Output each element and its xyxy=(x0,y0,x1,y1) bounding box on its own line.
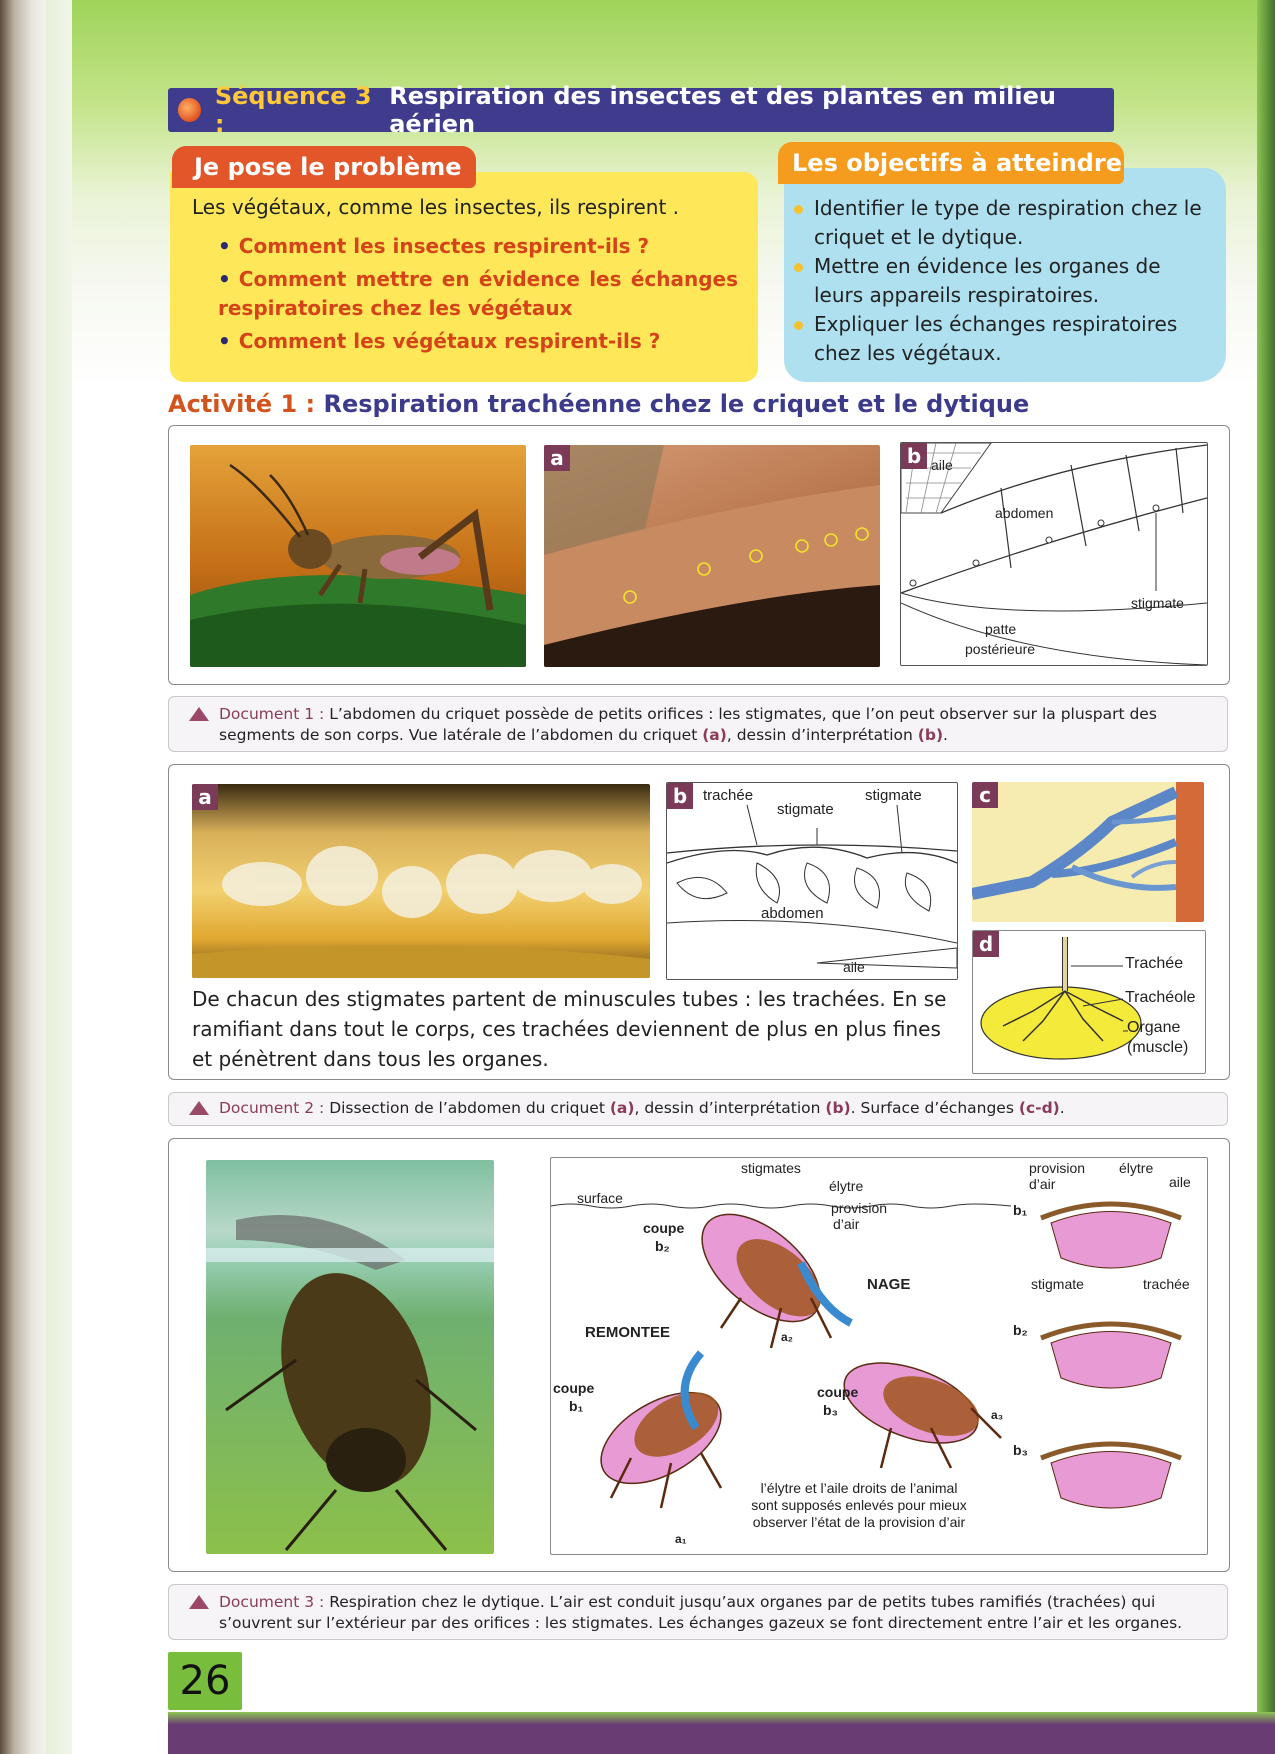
section-label-b1: b₁ xyxy=(1013,1202,1028,1218)
dissection-photo xyxy=(192,784,650,978)
drawing-label-posterieure: postérieure xyxy=(965,641,1036,657)
objective-item: Mettre en évidence les organes de leurs appareils respiratoires. xyxy=(794,252,1206,310)
diagram-label-coupe: coupe xyxy=(643,1220,685,1236)
right-page-edge xyxy=(1257,0,1275,1754)
warning-triangle-icon xyxy=(189,1595,209,1609)
footer-bar xyxy=(168,1712,1275,1754)
problem-lead: Les végétaux, comme les insectes, ils respirent . xyxy=(192,195,680,219)
caption-text: Dissection de l’abdomen du criquet xyxy=(329,1099,610,1117)
problem-questions xyxy=(218,232,738,356)
sequence-title: Respiration des insectes et des plantes en milieu aérien xyxy=(389,82,1056,138)
activity-title xyxy=(168,390,1029,418)
caption-ref: (b) xyxy=(825,1099,851,1117)
document-2-body-text: De chacun des stigmates partent de minuscules tubes : les trachées. En se ramifiant dans tout le corps, ces trachées deviennent de plus en plus fines et pénètrent dans tous les organes. xyxy=(192,987,947,1071)
problem-tab: Je pose le problème xyxy=(172,146,476,188)
caption-text: . xyxy=(1059,1099,1065,1117)
caption-ref: (b) xyxy=(917,726,944,744)
caption-text: . Surface d’échanges xyxy=(850,1099,1019,1117)
section-label-stigmate: stigmate xyxy=(1031,1276,1084,1292)
activity-keyword: Activité 1 : xyxy=(168,390,316,418)
diagram-label-stigmates: stigmates xyxy=(741,1160,801,1176)
drawing-label-patte: patte xyxy=(985,621,1017,637)
caption-text: . xyxy=(943,726,948,744)
label-b: b xyxy=(667,783,693,809)
dissection-drawing xyxy=(666,782,958,980)
drawing-label-stigmate: stigmate xyxy=(1131,595,1184,611)
caption-ref: (c-d) xyxy=(1018,1099,1060,1117)
drawing-label-trachee: Trachée xyxy=(1125,955,1184,972)
caption-text: Respiration chez le dytique. L’air est conduit jusqu’aux organes par de petits tubes ramifiés (trachées) qui s’ouvrent sur l’extérieur par des orifices : les stigmates. Les échanges gazeux se font directement entre l’air et les organes. xyxy=(219,1593,1183,1632)
caption-text: , dessin d’interprétation xyxy=(726,726,918,744)
caption-text: L’abdomen du criquet possède de petits orifices : les stigmates, que l’on peut observer sur la pluspart des segments de son corps. Vue latérale de l’abdomen du criquet xyxy=(219,705,1157,744)
book-spine-shadow xyxy=(0,0,46,1754)
drawing-label-tracheole: Trachéole xyxy=(1125,989,1196,1006)
label-c: c xyxy=(972,782,998,808)
label-a: a xyxy=(544,445,570,471)
trachea-organ-drawing xyxy=(972,930,1206,1074)
section-label-dair: d’air xyxy=(1029,1176,1056,1192)
drawing-label-abdomen: abdomen xyxy=(995,505,1054,521)
warning-triangle-icon xyxy=(189,707,209,721)
diagram-label-a2: a₂ xyxy=(781,1330,794,1344)
label-b: b xyxy=(901,443,927,469)
warning-triangle-icon xyxy=(189,1101,209,1115)
diagram-label-b3: b₃ xyxy=(823,1402,839,1418)
page-number: 26 xyxy=(168,1652,242,1710)
caption-doc-name: Document 2 : xyxy=(219,1099,325,1117)
section-label-provision: provision xyxy=(1029,1160,1086,1176)
section-label-elytre: élytre xyxy=(1119,1160,1154,1176)
problem-question: • Comment mettre en évidence les échanges respiratoires chez les végétaux xyxy=(218,265,738,323)
sequence-bullet-icon xyxy=(178,98,201,122)
caption-doc-name: Document 1 : xyxy=(219,705,325,723)
diagram-label-coupe: coupe xyxy=(553,1380,595,1396)
diagram-label-coupe: coupe xyxy=(817,1384,859,1400)
drawing-label-muscle: (muscle) xyxy=(1127,1039,1189,1056)
document-1-caption xyxy=(168,696,1228,752)
sequence-banner xyxy=(168,82,1114,138)
diagram-label-surface: surface xyxy=(577,1190,623,1206)
label-a: a xyxy=(192,784,218,810)
diagram-label-a3: a₃ xyxy=(991,1408,1004,1422)
objectives-list xyxy=(794,194,1206,368)
section-label-b3: b₃ xyxy=(1013,1442,1029,1458)
diagram-label-b1: b₁ xyxy=(569,1398,584,1414)
objectives-tab: Les objectifs à atteindre xyxy=(778,142,1124,184)
drawing-label-stigmate: stigmate xyxy=(777,801,834,818)
drawing-label-stigmate: stigmate xyxy=(865,787,922,804)
drawing-label-aile: aile xyxy=(843,959,865,975)
drawing-label-trachee: trachée xyxy=(703,787,754,804)
drawing-label-abdomen: abdomen xyxy=(761,905,824,922)
section-label-b2: b₂ xyxy=(1013,1322,1028,1338)
caption-doc-name: Document 3 : xyxy=(219,1593,325,1611)
diagram-label-provision: provision xyxy=(831,1200,888,1216)
caption-text: , dessin d’interprétation xyxy=(634,1099,826,1117)
objective-item: Expliquer les échanges respiratoires chez les végétaux. xyxy=(794,310,1206,368)
cricket-photo xyxy=(190,445,526,667)
drawing-label-aile: aile xyxy=(931,457,953,473)
left-margin xyxy=(46,0,72,1754)
diagram-label-a1: a₁ xyxy=(675,1532,687,1546)
cricket-abdomen-drawing xyxy=(900,442,1208,666)
caption-ref: (a) xyxy=(702,726,727,744)
diagram-label-dair: d’air xyxy=(833,1216,860,1232)
sequence-keyword: Séquence 3 : xyxy=(214,82,372,138)
tracheole-microscope-photo xyxy=(972,782,1204,922)
section-label-trachee: trachée xyxy=(1143,1276,1190,1292)
diagram-label-remontee: REMONTEE xyxy=(585,1324,671,1341)
diagram-label-elytre: élytre xyxy=(829,1178,864,1194)
drawing-label-organe: Organe xyxy=(1127,1019,1181,1036)
diagram-label-b2: b₂ xyxy=(655,1238,670,1254)
cricket-abdomen-photo xyxy=(544,445,880,667)
caption-ref: (a) xyxy=(609,1099,635,1117)
section-label-aile: aile xyxy=(1169,1174,1191,1190)
objective-item: Identifier le type de respiration chez le criquet et le dytique. xyxy=(794,194,1206,252)
label-d: d xyxy=(973,931,999,957)
problem-question: • Comment les végétaux respirent-ils ? xyxy=(218,327,738,356)
diagram-note: l’élytre et l’aile droits de l’animal sont supposés enlevés pour mieux observer l’état de la provision d’air xyxy=(751,1480,967,1530)
dytiscus-respiration-diagram xyxy=(550,1157,1208,1555)
problem-question: • Comment les insectes respirent-ils ? xyxy=(218,232,738,261)
document-2-caption xyxy=(168,1092,1228,1126)
dytiscus-photo xyxy=(206,1160,494,1554)
diagram-label-nage: NAGE xyxy=(867,1276,911,1293)
document-3-caption xyxy=(168,1584,1228,1640)
activity-heading: Respiration trachéenne chez le criquet et le dytique xyxy=(323,390,1030,418)
